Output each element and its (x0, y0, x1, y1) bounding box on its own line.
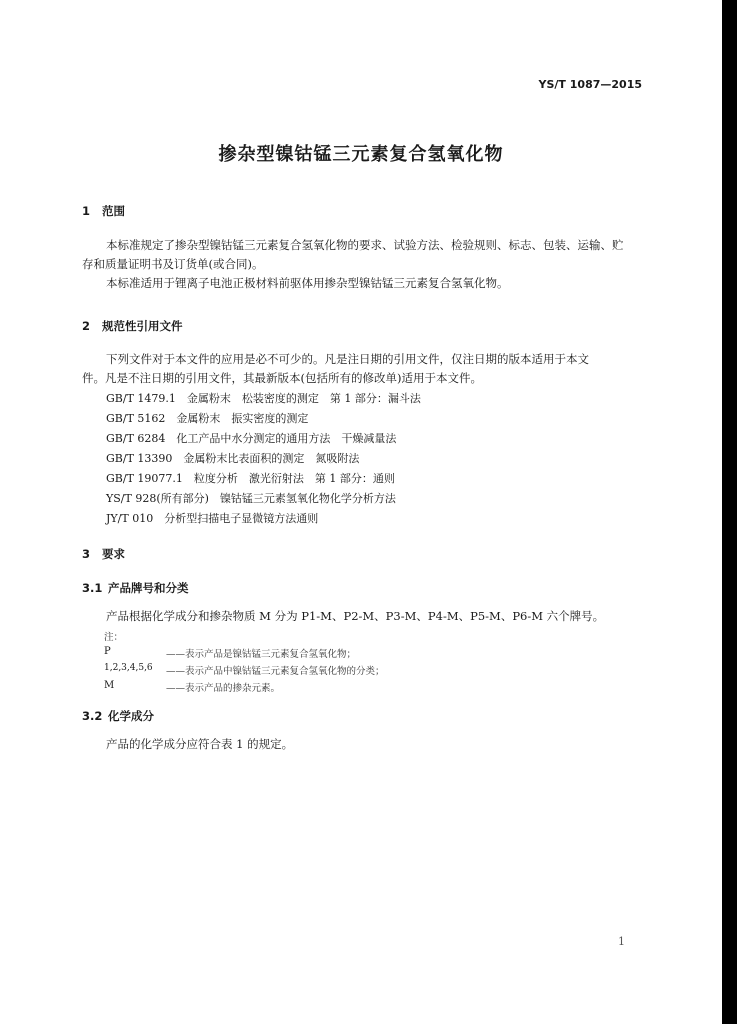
note-symbol: M (104, 680, 115, 691)
note-symbol: 1,2,3,4,5,6 (104, 663, 153, 673)
note-symbol: P (104, 646, 111, 657)
note-text: ——表示产品中镍钴锰三元素复合氢氧化物的分类； (166, 666, 385, 677)
note-text: ——表示产品是镍钴锰三元素复合氢氧化物； (166, 649, 357, 660)
section-3-1-heading (82, 580, 189, 596)
page-number: 1 (618, 935, 625, 948)
section-3-2-heading (82, 708, 154, 724)
reference-item: JY/T 010 分析型扫描电子显微镜方法通则 (106, 512, 319, 525)
section-1-number: 1 (82, 204, 91, 218)
standard-code: YS/T 1087—2015 (538, 78, 642, 91)
section-1-para-2: 本标准适用于锂离子电池正极材料前驱体用掺杂型镍钴锰三元素复合氢氧化物。 (106, 276, 509, 290)
section-1-para-1-line-2: 存和质量证明书及订货单(或合同)。 (82, 257, 264, 271)
reference-item: GB/T 19077.1 粒度分析 激光衍射法 第 1 部分：通则 (106, 472, 395, 485)
reference-item: GB/T 5162 金属粉末 振实密度的测定 (106, 412, 309, 425)
scan-edge-border (722, 0, 737, 1024)
section-3-number: 3 (82, 547, 91, 561)
section-1-title: 范围 (102, 204, 125, 218)
section-1-heading (82, 203, 125, 219)
section-2-heading (82, 318, 183, 334)
reference-item: GB/T 6284 化工产品中水分测定的通用方法 干燥减量法 (106, 432, 397, 445)
section-3-2-para: 产品的化学成分应符合表 1 的规定。 (106, 737, 294, 751)
document-title: 掺杂型镍钴锰三元素复合氢氧化物 (218, 144, 504, 165)
section-3-1-number: 3.1 (82, 581, 103, 595)
section-2-intro-line-2: 件。凡是不注日期的引用文件，其最新版本(包括所有的修改单)适用于本文件。 (82, 371, 482, 385)
reference-item: YS/T 928(所有部分) 镍钴锰三元素氢氧化物化学分析方法 (106, 492, 396, 505)
section-3-2-title: 化学成分 (108, 709, 154, 723)
section-3-title: 要求 (102, 547, 125, 561)
reference-item: GB/T 13390 金属粉末比表面积的测定 氮吸附法 (106, 452, 360, 465)
section-2-intro-line-1: 下列文件对于本文件的应用是必不可少的。凡是注日期的引用文件，仅注日期的版本适用于本文 (106, 352, 589, 366)
section-2-title: 规范性引用文件 (102, 319, 183, 333)
reference-item: GB/T 1479.1 金属粉末 松装密度的测定 第 1 部分：漏斗法 (106, 392, 421, 405)
section-3-heading (82, 546, 125, 562)
section-3-1-para: 产品根据化学成分和掺杂物质 M 分为 P1-M、P2-M、P3-M、P4-M、P5-M、P6-M 六个牌号。 (106, 609, 605, 623)
section-3-1-title: 产品牌号和分类 (108, 581, 189, 595)
note-label: 注： (104, 632, 124, 643)
section-1-para-1-line-1: 本标准规定了掺杂型镍钴锰三元素复合氢氧化物的要求、试验方法、检验规则、标志、包装、运输、贮 (106, 238, 624, 252)
note-text: ——表示产品的掺杂元素。 (166, 683, 281, 694)
section-3-2-number: 3.2 (82, 709, 103, 723)
section-2-number: 2 (82, 319, 91, 333)
